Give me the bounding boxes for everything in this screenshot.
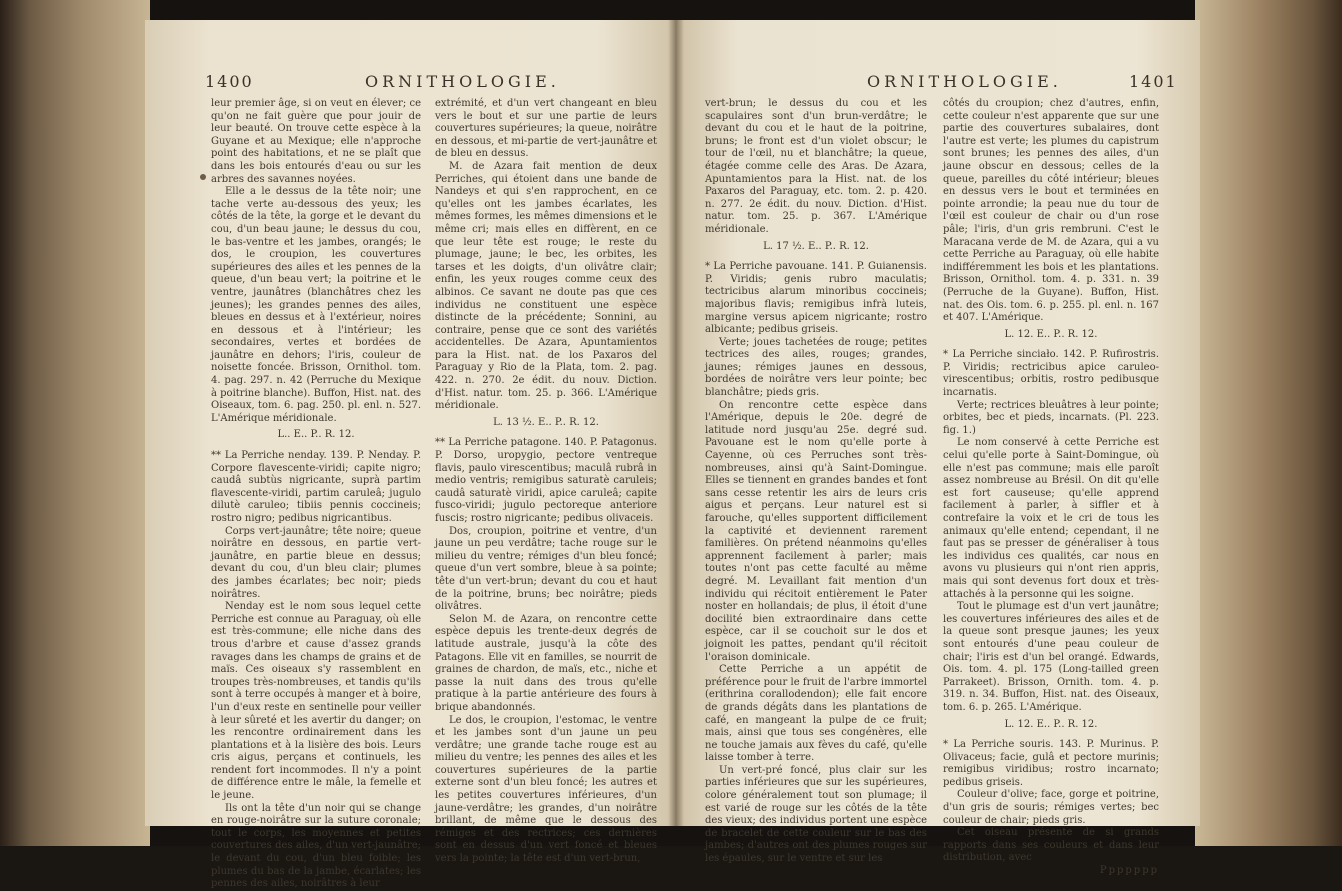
left-column-2 xyxy=(435,98,657,866)
measurement-line: L. 13 ½. E.. P.. R. 12. xyxy=(493,416,599,428)
paragraph: Ils ont la tête d'un noir qui se change en rouge-noirâtre sur la suture coronale; tout le corps, les moyennes et petites couvertures des ailes, d'un vert-jaunâtre; le devant du cou, d'un bleu foible; les plumes du bas de la jambe, écarlates; les pennes des ailes, noirâtres à leur xyxy=(211,802,421,890)
measurement-line: L. 12. E.. P.. R. 12. xyxy=(1004,718,1098,730)
paragraph: Le nom conservé à cette Perriche est celui qu'elle porte à Saint-Domingue, où elle n'est pas commune; mais elle paroît assez nombreuse au Brésil. On dit qu'elle est fort causeuse; qu'elle apprend facilement à parler, à siffler et à contrefaire la voix et le cri de tous les animaux qu'elle entend; cependant, il ne faut pas se presser de généraliser à tous les individus ces qualités, car nous en avons vu plusieurs qui n'ont rien appris, mais qui sont devenus fort doux et très-attachés à la personne qui les soigne. xyxy=(943,437,1159,600)
species-entry-heading: ** La Perriche patagone. 140. P. Patagonus. P. Dorso, uropygio, pectore ventreque flavis, paulo virescentibus; maculâ rubrâ in medio ventris; remigibus saturatè caruleis; caudâ saturatè viridi, apice caruleâ; capite fusco-viridi; jugulo pectoreque anteriore fuscis; rostro nigricante; pedibus olivaceis. xyxy=(435,437,657,524)
species-entry-heading: * La Perriche souris. 143. P. Murinus. P. Olivaceus; facie, gulâ et pectore murinis; remigibus viridibus; rostro incarnato; pedibus griseis. xyxy=(943,739,1159,788)
left-column-1 xyxy=(211,98,421,891)
left-running-title: ORNITHOLOGIE. xyxy=(365,72,560,91)
paragraph: Le dos, le croupion, l'estomac, le ventre et les jambes sont d'un jaune un peu verdâtre; une grande tache rouge est au milieu du ventre; les pennes des ailes et les couvertures supérieures de la partie externe sont d'un bleu foncé; les autres et les petites couvertures inférieures, d'un jaune-verdâtre; les grandes, d'un noirâtre brillant, de même que le dessous des rémiges et des rectrices; ces dernières sont en dessus d'un vert foncé et bleues vers la pointe; la tête est d'un vert-brun, xyxy=(435,714,657,865)
right-page-number: 1401 xyxy=(1129,72,1178,91)
species-entry-heading: * La Perriche pavouane. 141. P. Guianensis. P. Viridis; genis rubro maculatis; tectricibus alarum minoribus coccineis; majoribus flavis; remigibus infrà luteis, margine versus apicem nigricante; rostro albicante; pedibus griseis. xyxy=(705,261,927,336)
measurement-line: L. 12. E.. P.. R. 12. xyxy=(1004,328,1098,340)
paragraph: Tout le plumage est d'un vert jaunâtre; les couvertures inférieures des ailes et de la queue sont presque jaunes; les yeux sont entourés d'une peau couleur de chair; l'iris est d'un bel orangé. Edwards, Ois. tom. 4. pl. 175 (Long-tailled green Parrakeet). Brisson, Ornith. tom. 4. p. 319. n. 34. Buffon, Hist. nat. des Oiseaux, tom. 6. p. 265. L'Amérique. xyxy=(943,601,1159,713)
measurement-line: L. 17 ½. E.. P.. R. 12. xyxy=(763,240,869,252)
paragraph: Verte; rectrices bleuâtres à leur pointe; orbites, bec et pieds, incarnats. (Pl. 223. fig. 1.) xyxy=(943,399,1159,436)
paragraph: M. de Azara fait mention de deux Perriches, qui étoient dans une bande de Nandeys et qui s'en rapprochent, en ce qu'elles ont les jambes écarlates, les mêmes formes, les mêmes dimensions et le même cri; mais elles en diffèrent, en ce que leur tête est rouge; le reste du plumage, jaune; le bec, les orbites, les tarses et les doigts, d'un olivâtre clair; enfin, les yeux rouges comme ceux des albinos. Ce savant ne doute pas que ces individus ne constituent une espèce distincte de la précédente; Sonnini, au contraire, pense que ce sont des variétés accidentelles. De Azara, Apuntamientos para la Hist. nat. de los Paxaros del Paraguay y Rio de la Plata, tom. 2. pag. 422. n. 270. 2e édit. du nouv. Diction. d'Hist. natur. tom. 25. p. 366. L'Amérique méridionale. xyxy=(435,160,657,412)
left-book-edge xyxy=(0,0,150,846)
paragraph: On rencontre cette espèce dans l'Amérique, depuis le 20e. degré de latitude nord jusqu'au 25e. degré sud. Pavouane est le nom qu'elle porte à Cayenne, où ces Perruches sont très-nombreuses, ainsi qu'à Saint-Domingue. Elles se tiennent en grandes bandes et font sans cesse retentir les airs de leurs cris aigus et perçans. Leur naturel est si farouche, qu'elles supportent difficilement la captivité et deviennent rarement familières. On prétend néanmoins qu'elles apprennent facilement à parler; mais toutes n'ont pas cette faculté au même degré. M. Levaillant fait mention d'un individu qui récitoit entièrement le Pater noster en hollandais; de plus, il étoit d'une docilité bien extraordinaire dans cette espèce, car il se couchoit sur le dos et joignoit les pattes, pendant qu'il récitoit l'oraison dominicale. xyxy=(705,399,927,663)
species-entry-heading: ** La Perriche nenday. 139. P. Nenday. P. Corpore flavescente-viridi; capite nigro; caudâ subtùs nigricante, suprà partim flavescente-viridi, partim caruleâ; jugulo dilutè caruleo; tibiis pennis coccineis; rostro nigro; pedibus nigricantibus. xyxy=(211,450,421,524)
signature-mark: Ppppppp xyxy=(1099,865,1159,877)
species-entry-heading: * La Perriche sinciało. 142. P. Rufirostris. P. Viridis; rectricibus apice caruleo-virescentibus; orbitis, rostro pedibusque incarnatis. xyxy=(943,349,1159,399)
left-page-number: 1400 xyxy=(205,72,254,91)
paragraph: Corps vert-jaunâtre; tête noire; queue noirâtre en dessous, en partie vert-jaunâtre, en partie bleue en dessus; devant du cou, d'un bleu clair; plumes des jambes écarlates; bec noir; pieds noirâtres. xyxy=(211,525,421,600)
paragraph: extrémité, et d'un vert changeant en bleu vers le bout et sur une partie de leurs couvertures supérieures; la queue, noirâtre en dessous, et mi-partie de vert-jaunâtre et de bleu en dessus. xyxy=(435,98,657,160)
paragraph: vert-brun; le dessus du cou et les scapulaires sont d'un brun-verdâtre; le devant du cou et le haut de la poitrine, bruns; le front est d'un violet obscur; le tour de l'œil, nu et blanchâtre; la queue, étagée comme celle des Aras. De Azara, Apuntamientos para la Hist. nat. de los Paxaros del Paraguay, etc. tom. 2. p. 420. n. 277. 2e édit. du nouv. Diction. d'Hist. natur. tom. 25. p. 367. L'Amérique méridionale. xyxy=(705,98,927,235)
measurement-line: L.. E.. P.. R. 12. xyxy=(277,429,355,441)
paragraph: côtés du croupion; chez d'autres, enfin, cette couleur n'est apparente que sur une partie des couvertures subalaires, dont l'autre est verte; les plumes du capistrum sont brunes; les pennes des ailes, d'un jaune obscur en dessous; celles de la queue, pareilles du côté intérieur; bleues en dessus vers le bout et terminées en pointe arrondie; la peau nue du tour de l'œil est couleur de chair ou d'un rose pâle; l'iris, d'un gris rembruni. C'est le Maracana verde de M. de Azara, qui a vu cette Perriche au Paraguay, où elle habite indifféremment les bois et les plantations. Brisson, Ornithol. tom. 4. p. 331. n. 39 (Perruche de la Guyane). Buffon, Hist. nat. des Ois. tom. 6. p. 255. pl. enl. n. 167 et 407. L'Amérique. xyxy=(943,98,1159,324)
paragraph: Un vert-pré foncé, plus clair sur les parties inférieures que sur les supérieures, colore généralement tout son plumage; il est varié de rouge sur les côtés de la tête des vieux; des individus portent une espèce de bracelet de cette couleur sur le bas des jambes; d'autres ont des plumes rouges sur les épaules, sur le ventre et sur les xyxy=(705,764,927,865)
paragraph: Nenday est le nom sous lequel cette Perriche est connue au Paraguay, où elle est très-commune; elle niche dans des trous d'arbre et cause d'assez grands ravages dans les champs de grains et de maïs. Ces oiseaux s'y rassemblent en troupes très-nombreuses, et tandis qu'ils sont à terre occupés à manger et à boire, l'un d'eux reste en sentinelle pour veiller à leur sûreté et les avertir du danger; on les rencontre ordinairement dans les plantations et à la lisière des bois. Leurs cris aigus, perçans et continuels, les rendent fort incommodes. Il n'y a point de différence entre le mâle, la femelle et le jeune. xyxy=(211,601,421,802)
paragraph: Dos, croupion, poitrine et ventre, d'un jaune un peu verdâtre; tache rouge sur le milieu du ventre; rémiges d'un bleu foncé; queue d'un vert sombre, bleue à sa pointe; tête d'un vert-brun; devant du cou et haut de la poitrine, bruns; bec noirâtre; pieds olivâtres. xyxy=(435,525,657,613)
paragraph: Couleur d'olive; face, gorge et poitrine, d'un gris de souris; rémiges vertes; bec couleur de chair; pieds gris. xyxy=(943,789,1159,826)
right-book-edge xyxy=(1195,0,1342,846)
paragraph: Cet oiseau présente de si grands rapports dans ses couleurs et dans leur distribution, avec xyxy=(943,827,1159,864)
paragraph: Elle a le dessus de la tête noir; une tache verte au-dessous des yeux; les côtés de la tête, la gorge et le devant du cou, d'un beau jaune; le dessus du cou, le bas-ventre et les jambes, orangés; le dos, le croupion, les couvertures supérieures des ailes et les pennes de la queue, d'un beau vert; la poitrine et le ventre, jaunâtres (blanchâtres chez les jeunes); les grandes pennes des ailes, bleues en dessus et à l'extérieur, noires en dessous et à l'intérieur; les secondaires, vertes et bordées de jaunâtre en dehors; l'iris, couleur de noisette foncée. Brisson, Ornithol. tom. 4. pag. 297. n. 42 (Perruche du Mexique à poitrine blanche). Buffon, Hist. nat. des Oiseaux, tom. 6. pag. 250. pl. enl. n. 527. L'Amérique méridionale. xyxy=(211,186,421,424)
book-gutter xyxy=(668,20,684,826)
paragraph: Verte; joues tachetées de rouge; petites tectrices des ailes, rouges; grandes, jaunes; rémiges jaunes en dessous, bordées de noirâtre vers leur pointe; bec blanchâtre; pieds gris. xyxy=(705,336,927,399)
right-column-1 xyxy=(705,98,927,866)
paragraph: Cette Perriche a un appétit de préférence pour le fruit de l'arbre immortel (erithrina corallodendon); elle fait encore de grands dégâts dans les plantations de café, en mangeant la pulpe de ce fruit; mais, ainsi que tous ses congénères, elle ne touche jamais aux fèves du café, qu'elle laisse tomber à terre. xyxy=(705,664,927,764)
paragraph: Selon M. de Azara, on rencontre cette espèce depuis les trente-deux degrés de latitude australe, jusqu'à la côte des Patagons. Elle vit en familles, se nourrit de graines de chardon, de maïs, etc., niche et passe la nuit dans des trous qu'elle pratique à la partie antérieure des fours à brique abandonnés. xyxy=(435,613,657,713)
right-running-title: ORNITHOLOGIE. xyxy=(867,72,1062,91)
paragraph: leur premier âge, si on veut en élever; ce qu'on ne fait guère que pour jouir de leur beauté. On trouve cette espèce à la Guyane et au Mexique; elle n'approche point des habitations, et ne se plaît que dans les bois entourés d'eau ou sur les arbres des savannes noyées. xyxy=(211,98,421,185)
margin-dot-icon xyxy=(200,174,206,180)
right-page xyxy=(675,20,1200,877)
right-column-2 xyxy=(943,98,1159,878)
left-page xyxy=(145,20,677,890)
